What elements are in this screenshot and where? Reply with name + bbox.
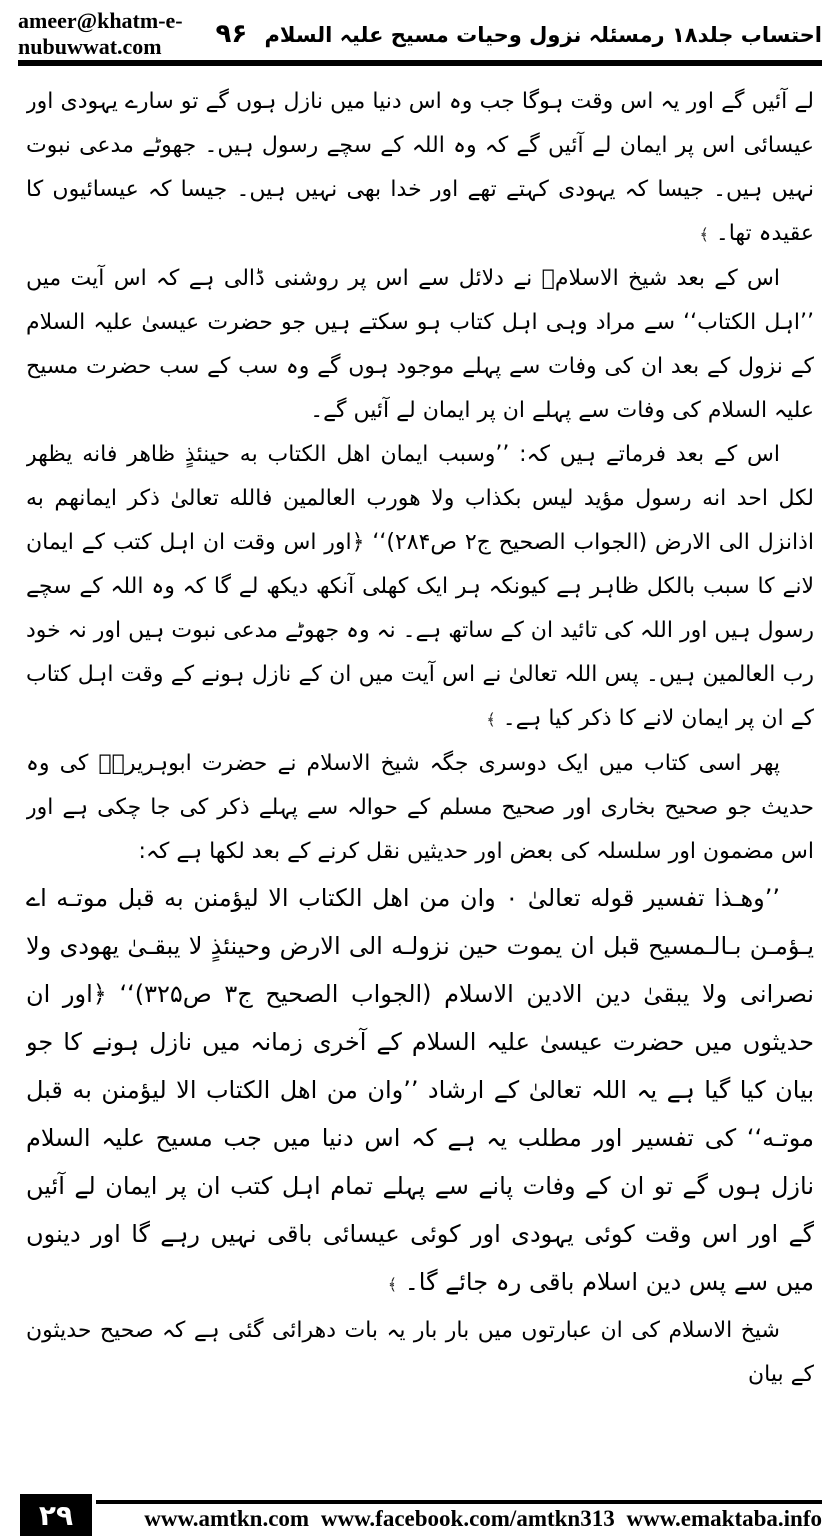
paragraph-6	[26, 1309, 814, 1397]
paragraph-text: اس کے بعد شیخ الاسلامؒ نے دلائل سے اس پر روشنی ڈالی ہے کہ اس آیت میں ’’اہل الکتاب‘‘ سے مراد وہی اہل کتاب ہو سکتے ہیں جو حضرت عیسیٰ علیہ السلام کے نزول کے بعد ان کی وفات سے پہلے موجود ہوں گے وہ سب کے سب حضرت مسیح علیہ السلام کی وفات سے پہلے ان پر ایمان لے آئیں گے۔	[26, 266, 814, 423]
footer-link-facebook[interactable]: www.facebook.com/amtkn313	[320, 1506, 615, 1531]
footer-link-amtkn[interactable]: www.amtkn.com	[144, 1506, 310, 1531]
paragraph-text: شیخ الاسلام کی ان عبارتوں میں بار بار یہ بات دھرائی گئی ہے کہ صحیح حدیثون کے بیان	[26, 1318, 814, 1387]
paragraph-3	[26, 433, 814, 742]
paragraph-text: پھر اسی کتاب میں ایک دوسری جگہ شیخ الاسلام نے حضرت ابوہریرہؓ کی وہ حدیث جو صحیح بخاری اور صحیح مسلم کے حوالہ سے پہلے ذکر کی جا چکی ہے اور اس مضمون اور سلسلہ کی بعض اور حدیثیں نقل کرنے کے بعد لکھا ہے کہ:	[26, 751, 814, 864]
end-mark-icon: ﴾	[387, 1275, 398, 1294]
paragraph-1	[26, 80, 814, 257]
paragraph-4	[26, 742, 814, 874]
paragraph-text: ’’وهـذا تفسير قوله تعالىٰ ۰ وان من اهل الكتاب الا ليؤمنن به قبل موتـه اے يـؤمـن بـالـمسيح قبل ان يموت حين نزولـه الى الارض وحينئذٍ لا يبقـىٰ يهودى ولا نصرانى ولا يبقىٰ دين الادين الاسلام (الجواب الصحيح ج۳ ص۳۲۵)‘‘ ﴿اور ان حدیثوں میں حضرت عیسیٰ علیہ السلام کے آخری زمانہ میں نازل ہونے کا جو بیان کیا گیا ہے یہ اللہ تعالیٰ کے ارشاد ’’وان من اهل الكتاب الا ليؤمنن به قبل موتـه‘‘ کی تفسیر اور مطلب یہ ہے کہ اس دنیا میں جب مسیح علیہ السلام نازل ہوں گے تو ان کے وفات پانے سے پہلے تمام اہل کتب ان پر ایمان لے آئیں گے اور اس وقت کوئی یہودی اور کوئی عیسائی باقی نہیں رہے گا اور دینوں میں سے پس دین اسلام باقی رہ جائے گا۔	[26, 884, 814, 1296]
footer-page-number: ۲۹	[20, 1494, 92, 1536]
paragraph-5	[26, 874, 814, 1309]
footer-link-emaktaba[interactable]: www.emaktaba.info	[626, 1506, 822, 1531]
header-email[interactable]: ameer@khatm-e-nubuwwat.com	[18, 8, 183, 59]
running-title	[205, 19, 822, 49]
footer-links	[96, 1506, 822, 1536]
header-page-number: ۹۶	[215, 19, 248, 49]
header-title: احتساب جلد۱۸ رمسئلہ نزول وحیات مسیح علیہ السلام	[264, 23, 822, 47]
page-body	[26, 80, 814, 1455]
paragraph-2	[26, 257, 814, 433]
footer-rule	[96, 1500, 822, 1504]
end-mark-icon: ﴾	[486, 710, 496, 729]
paragraph-text: اس کے بعد فرماتے ہیں کہ: ’’وسبب ایمان اهل الكتاب به حينئذٍ ظاهر فانه يظهر لكل احد انه رسول مؤيد ليس بكذاب ولا هورب العالمين فالله تعالىٰ ذكر ايمانهم به اذانزل الى الارض (الجواب الصحيح ج۲ ص۲۸۴)‘‘ ﴿اور اس وقت ان اہل کتب کے ایمان لانے کا سبب بالکل ظاہر ہے کیونکہ ہر ایک کھلی آنکھ دیکھ لے گا کہ وہ اللہ کے سچے رسول ہیں اور اللہ کی تائید ان کے ساتھ ہے۔ نہ وہ جھوٹے مدعی نبوت ہیں اور نہ خود رب العالمین ہیں۔ پس اللہ تعالیٰ نے اس آیت میں ان کے نازل ہونے کے وقت اہل کتاب کے ان پر ایمان لانے کا ذکر کیا ہے۔	[26, 442, 814, 731]
end-mark-icon: ﴾	[699, 225, 709, 244]
page-header	[18, 8, 822, 59]
header-rule	[18, 60, 822, 66]
paragraph-text: لے آئیں گے اور یہ اس وقت ہوگا جب وہ اس دنیا میں نازل ہوں گے تو سارے یہودی اور عیسائی اس پر ایمان لے آئیں گے کہ وہ اللہ کے سچے رسول ہیں۔ جھوٹے مدعی نبوت نہیں ہیں۔ جیسا کہ یہودی کہتے تھے اور خدا بھی نہیں ہیں۔ جیسا کہ عیسائیوں کا عقیدہ تھا۔	[26, 89, 814, 246]
